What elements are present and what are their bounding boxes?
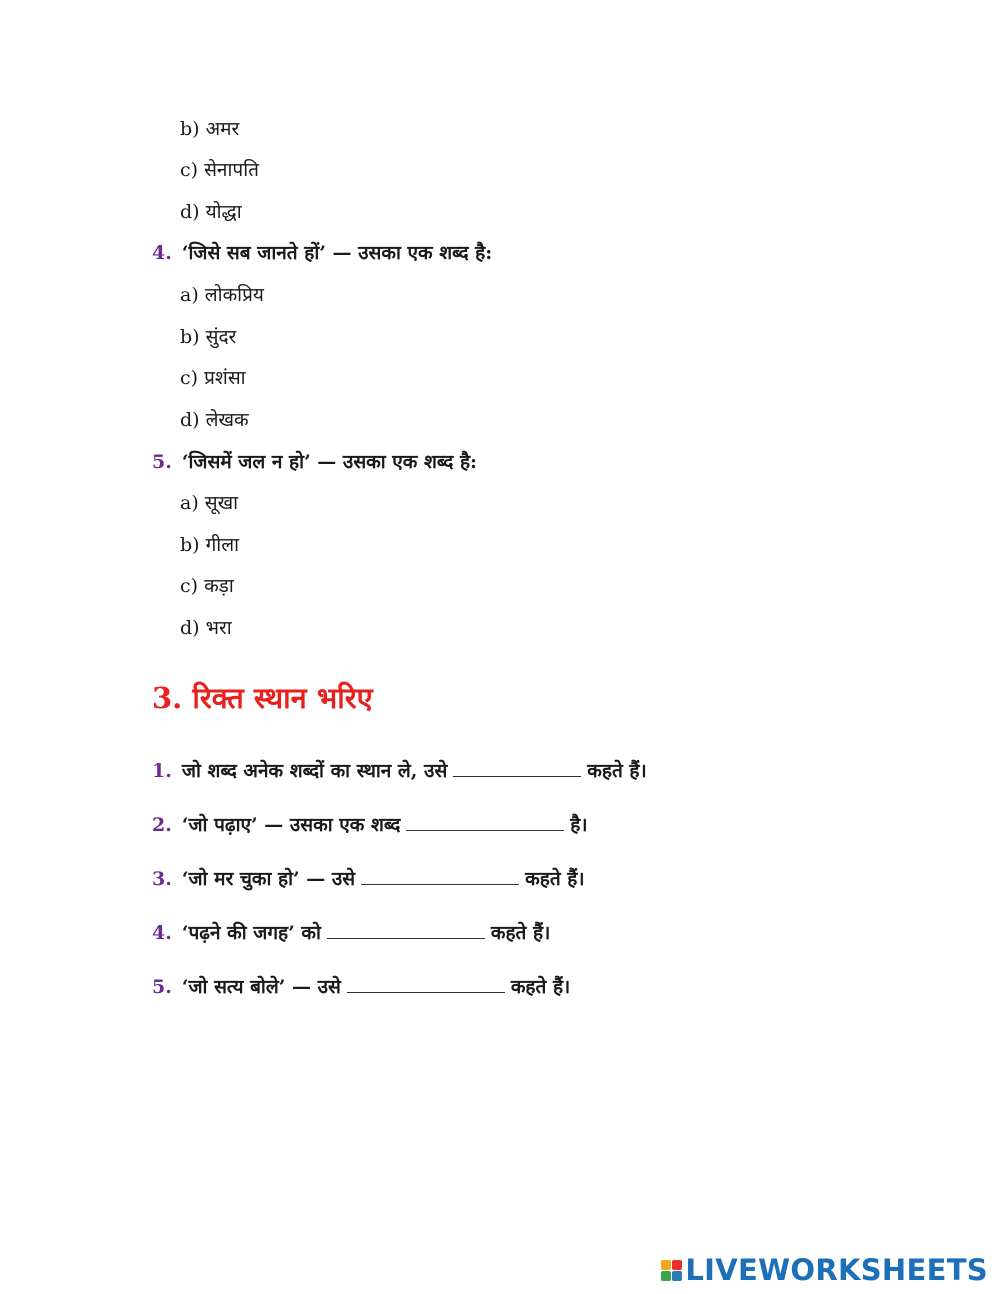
item-text-before: ‘पढ़ने की जगह’ को: [181, 922, 321, 944]
item-number: 5.: [152, 976, 172, 998]
question-number: 4.: [152, 242, 172, 264]
question-text: ‘जिसमें जल न हो’ — उसका एक शब्द है:: [181, 451, 478, 473]
q5-option-b: b) गीला: [180, 534, 240, 556]
fill-item-3: [152, 866, 585, 892]
logo-text: LIVEWORKSHEETS: [685, 1253, 988, 1287]
fill-item-2: [152, 812, 588, 838]
q3-option-d: d) योद्धा: [180, 201, 242, 223]
q4-option-d: d) लेखक: [180, 409, 249, 431]
liveworksheets-logo: [661, 1253, 988, 1287]
answer-blank[interactable]: [361, 866, 519, 885]
q3-option-b: b) अमर: [180, 118, 240, 140]
question-text: ‘जिसे सब जानते हों’ — उसका एक शब्द है:: [181, 242, 493, 264]
item-text-after: कहते हैं।: [510, 976, 571, 998]
fill-item-5: [152, 974, 570, 1000]
item-number: 1.: [152, 760, 172, 782]
q4-option-b: b) सुंदर: [180, 326, 237, 348]
q5-option-a: a) सूखा: [180, 492, 239, 514]
q4-option-a: a) लोकप्रिय: [180, 284, 264, 306]
q3-option-c: c) सेनापति: [180, 159, 259, 181]
logo-square: [661, 1260, 671, 1270]
q4-option-c: c) प्रशंसा: [180, 367, 246, 389]
answer-blank[interactable]: [347, 974, 505, 993]
answer-blank[interactable]: [453, 758, 581, 777]
item-number: 3.: [152, 868, 172, 890]
item-number: 4.: [152, 922, 172, 944]
answer-blank[interactable]: [406, 812, 564, 831]
logo-square: [672, 1271, 682, 1281]
item-text-after: कहते हैं।: [490, 922, 551, 944]
item-text-after: कहते हैं।: [525, 868, 585, 890]
fill-item-1: [152, 758, 647, 784]
section-title: 3. रिक्त स्थान भरिए: [152, 681, 373, 715]
item-text-after: कहते हैं।: [587, 760, 647, 782]
item-text-after: है।: [570, 814, 588, 836]
item-text-before: जो शब्द अनेक शब्दों का स्थान ले, उसे: [181, 760, 448, 782]
question-number: 5.: [152, 451, 172, 473]
liveworksheets-logo-icon: [661, 1260, 682, 1281]
question-4: [152, 241, 492, 265]
fill-item-4: [152, 920, 550, 946]
item-text-before: ‘जो पढ़ाए’ — उसका एक शब्द: [181, 814, 401, 836]
logo-square: [672, 1260, 682, 1270]
item-text-before: ‘जो सत्य बोले’ — उसे: [181, 976, 341, 998]
question-5: [152, 450, 477, 474]
item-number: 2.: [152, 814, 172, 836]
q5-option-d: d) भरा: [180, 617, 232, 639]
item-text-before: ‘जो मर चुका हो’ — उसे: [181, 868, 356, 890]
answer-blank[interactable]: [327, 920, 485, 939]
logo-square: [661, 1271, 671, 1281]
q5-option-c: c) कड़ा: [180, 575, 234, 597]
